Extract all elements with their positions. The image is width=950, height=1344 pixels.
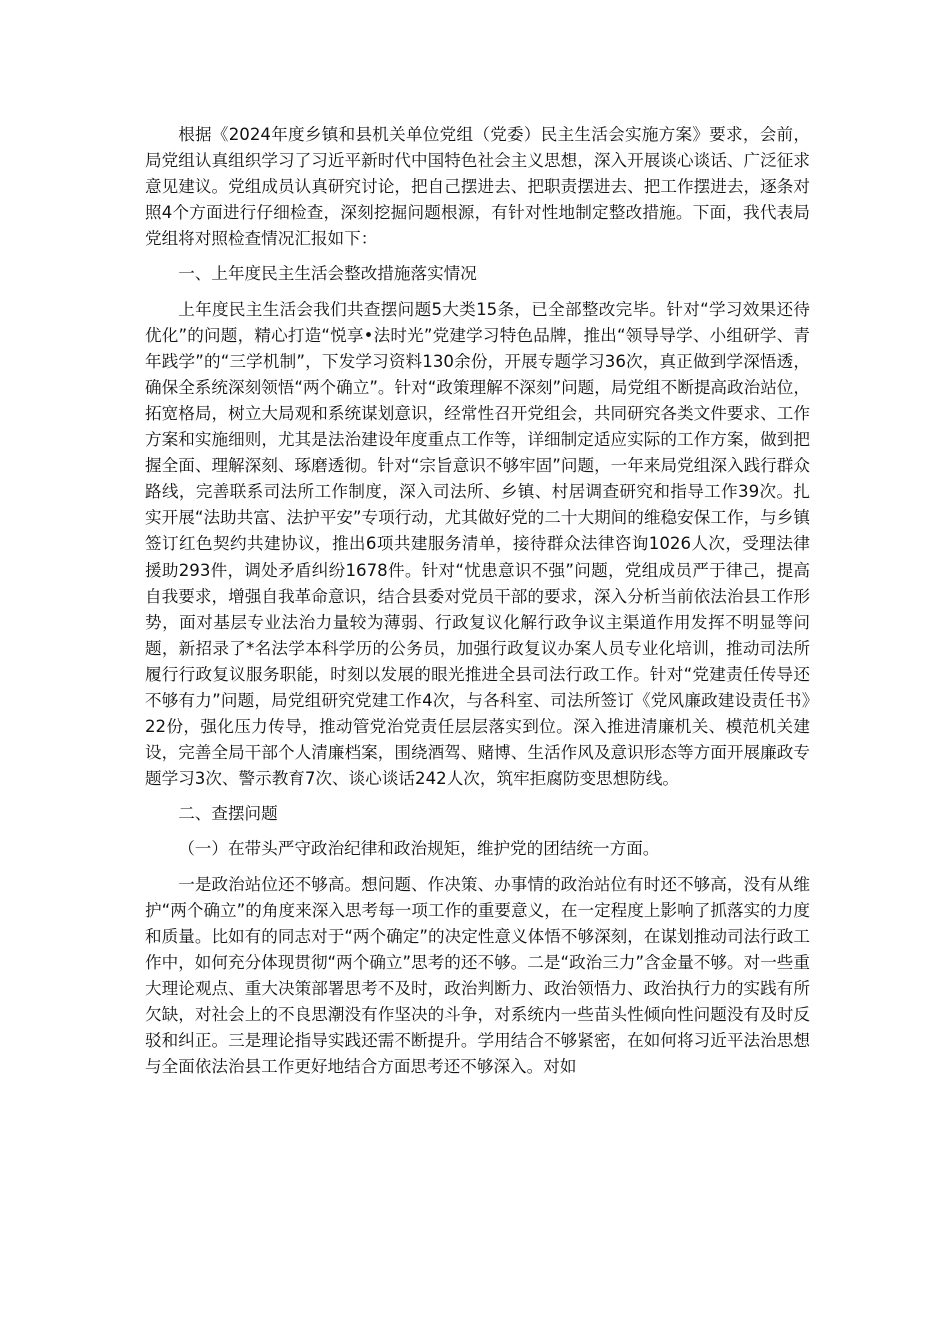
subsection-1-paragraph: 一是政治站位还不够高。想问题、作决策、办事情的政治站位有时还不够高，没有从维护“两个确立”的角度来深入思考每一项工作的重要意义，在一定程度上影响了抓落实的力度和质量。比如有的同志对于“两个确定”的决定性意义体悟不够深刻，在谋划推动司法行政工作中，如何充分体现贯彻“两个确立”思考的还不够。二是“政治三力”含金量不够。对一些重大理论观点、重大决策部署思考不及时，政治判断力、政治领悟力、政治执行力的实践有所欠缺，对社会上的不良思潮没有作坚决的斗争，对系统内一些苗头性倾向性问题没有及时反驳和纠正。三是理论指导实践还需不断提升。学用结合不够紧密，在如何将习近平法治思想与全面依法治县工作更好地结合方面思考还不够深入。对如: [145, 874, 810, 1077]
intro-paragraph: 根据《2024年度乡镇和县机关单位党组（党委）民主生活会实施方案》要求，会前，局党组认真组织学习了习近平新时代中国特色社会主义思想，深入开展谈心谈话、广泛征求意见建议。党组成员认真研究讨论，把自己摆进去、把职责摆进去、把工作摆进去，逐条对照4个方面进行仔细检查，深刻挖掘问题根源，有针对性地制定整改措施。下面，我代表局党组将对照检查情况汇报如下：: [145, 125, 810, 249]
section-1-paragraph: 上年度民主生活会我们共查摆问题5大类15条，已全部整改完毕。针对“学习效果还待优化”的问题，精心打造“悦享•法时光”党建学习特色品牌，推出“领导导学、小组研学、青年践学”的“三学机制”，下发学习资料130余份，开展专题学习36次，真正做到学深悟透，确保全系统深刻领悟“两个确立”。针对“政策理解不深刻”问题，局党组不断提高政治站位，拓宽格局，树立大局观和系统谋划意识，经常性召开党组会，共同研究各类文件要求、工作方案和实施细则，尤其是法治建设年度重点工作等，详细制定适应实际的工作方案，做到把握全面、理解深刻、琢磨透彻。针对“宗旨意识不够牢固”问题，一年来局党组深入践行群众路线，完善联系司法所工作制度，深入司法所、乡镇、村居调查研究和指导工作39次。扎实开展“法助共富、法护平安”专项行动，尤其做好党的二十大期间的维稳安保工作，与乡镇签订红色契约共建协议，推出6项共建服务清单，接待群众法律咨询1026人次，受理法律援助293件，调处矛盾纠纷1678件。针对“忧患意识不强”问题，党组成员严于律己，提高自我要求，增强自我革命意识，结合县委对党员干部的要求，深入分析当前依法治县工作形势，面对基层专业法治力量较为薄弱、行政复议化解行政争议主渠道作用发挥不明显等问题，新招录了*名法学本科学历的公务员，加强行政复议办案人员专业化培训，推动司法所履行行政复议服务职能，时刻以发展的眼光推进全县司法行政工作。针对“党建责任传导还不够有力”问题，局党组研究党建工作4次，与各科室、司法所签订《党风廉政建设责任书》22份，强化压力传导，推动管党治党责任层层落实到位。深入推进清廉机关、模范机关建设，完善全局干部个人清廉档案，围绕酒驾、赌博、生活作风及意识形态等方面开展廉政专题学习3次、警示教育7次、谈心谈话242人次，筑牢拒腐防变思想防线。: [145, 299, 810, 789]
document-page: [145, 122, 810, 1080]
subsection-1-heading: （一）在带头严守政治纪律和政治规矩，维护党的团结统一方面。: [178, 839, 660, 859]
section-2-heading: 二、查摆问题: [178, 804, 278, 824]
section-1-heading: 一、上年度民主生活会整改措施落实情况: [178, 264, 477, 284]
